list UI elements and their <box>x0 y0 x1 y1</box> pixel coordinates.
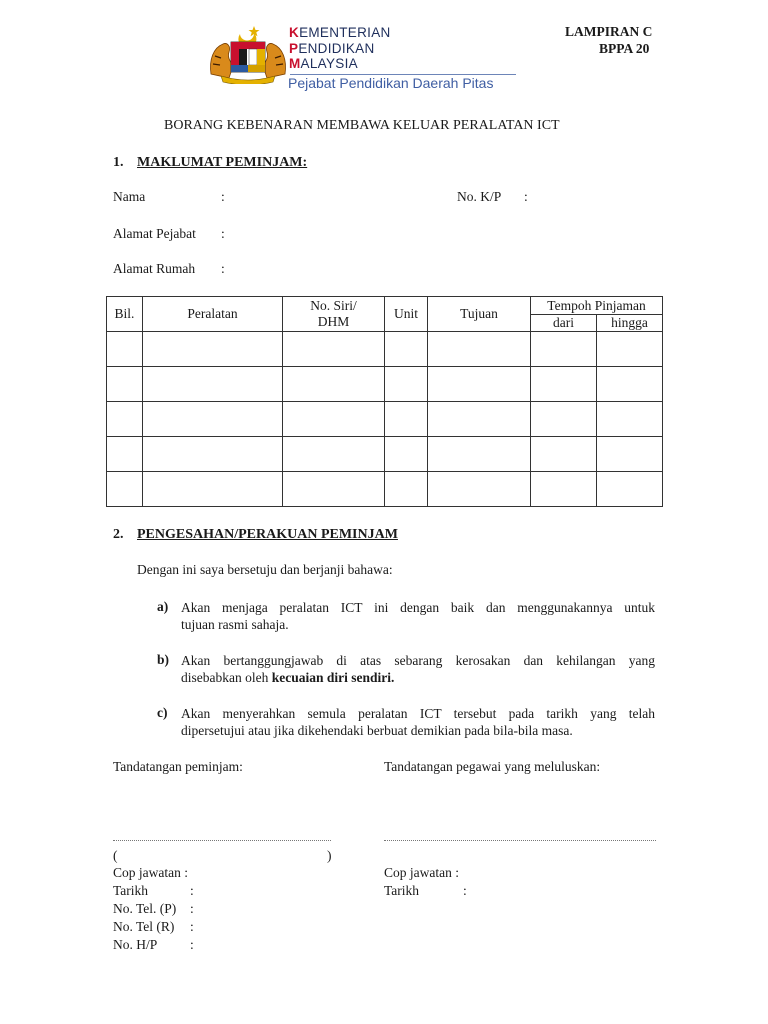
table-cell[interactable] <box>531 472 597 507</box>
table-cell[interactable] <box>107 367 143 402</box>
field-colon: : <box>190 937 194 952</box>
table-cell[interactable] <box>428 437 531 472</box>
column-header-dari: dari <box>531 315 597 332</box>
approver-cop-jawatan: Cop jawatan : <box>384 865 459 880</box>
table-row <box>107 332 663 367</box>
mobile-label: No. H/P <box>113 937 158 952</box>
table-cell[interactable] <box>531 367 597 402</box>
field-label-alamat-rumah: Alamat Rumah <box>113 261 196 276</box>
field-colon: : <box>221 189 225 204</box>
section-2-number: 2. <box>113 527 124 542</box>
table-cell[interactable] <box>107 402 143 437</box>
field-colon: : <box>221 226 225 241</box>
section-2-heading: PENGESAHAN/PERAKUAN PEMINJAM <box>137 527 398 542</box>
field-colon: : <box>463 883 467 898</box>
table-cell[interactable] <box>597 367 663 402</box>
name-paren-close: ) <box>327 848 332 863</box>
declaration-item-c: Akan menyerahkan semula peralatan ICT tersebut pada tarikh yang telah dipersetujui atau jika dikehendaki berbuat demikian pada bila-bila masa. <box>181 706 655 738</box>
table-cell[interactable] <box>143 402 283 437</box>
table-cell[interactable] <box>143 437 283 472</box>
approver-signature-label: Tandatangan pegawai yang meluluskan: <box>384 759 601 774</box>
section-1-heading: MAKLUMAT PEMINJAM: <box>137 155 308 170</box>
approver-tarikh-label: Tarikh <box>384 883 420 898</box>
table-row <box>107 472 663 507</box>
borrower-tarikh-label: Tarikh <box>113 883 149 898</box>
tel-office-label: No. Tel. (P) <box>113 901 177 916</box>
table-cell[interactable] <box>385 472 428 507</box>
borrower-signature-line <box>113 840 331 841</box>
table-cell[interactable] <box>428 402 531 437</box>
table-cell[interactable] <box>385 367 428 402</box>
section-1-number: 1. <box>113 155 124 170</box>
table-cell[interactable] <box>531 437 597 472</box>
borrower-cop-jawatan: Cop jawatan : <box>113 865 188 880</box>
table-cell[interactable] <box>597 437 663 472</box>
table-cell[interactable] <box>597 402 663 437</box>
field-label-nama: Nama <box>113 189 146 204</box>
table-row <box>107 402 663 437</box>
table-cell[interactable] <box>107 332 143 367</box>
ministry-line-1: KEMENTERIAN <box>289 25 391 40</box>
table-cell[interactable] <box>385 437 428 472</box>
table-cell[interactable] <box>143 367 283 402</box>
declaration-item-label: c) <box>157 705 168 720</box>
declaration-item-a: Akan menjaga peralatan ICT ini dengan baik dan menggunakannya untuk tujuan rasmi sahaja. <box>181 600 655 632</box>
field-label-kp: No. K/P <box>457 189 502 204</box>
column-header-tujuan: Tujuan <box>428 297 531 332</box>
table-cell[interactable] <box>283 332 385 367</box>
field-colon: : <box>190 901 194 916</box>
field-colon: : <box>190 919 194 934</box>
table-cell[interactable] <box>385 402 428 437</box>
table-cell[interactable] <box>283 402 385 437</box>
equipment-table <box>106 296 663 507</box>
table-cell[interactable] <box>428 332 531 367</box>
ministry-line-3: MALAYSIA <box>289 56 358 71</box>
table-cell[interactable] <box>143 472 283 507</box>
declaration-item-label: b) <box>157 652 170 667</box>
table-cell[interactable] <box>143 332 283 367</box>
table-cell[interactable] <box>107 437 143 472</box>
table-cell[interactable] <box>428 472 531 507</box>
column-header-peralatan: Peralatan <box>143 297 283 332</box>
approver-signature-line <box>384 840 656 841</box>
declaration-item-label: a) <box>157 599 169 614</box>
malaysia-coat-of-arms-icon <box>207 22 289 84</box>
table-cell[interactable] <box>531 402 597 437</box>
form-title: BORANG KEBENARAN MEMBAWA KELUAR PERALATAN ICT <box>164 118 560 133</box>
field-colon: : <box>524 189 528 204</box>
appendix-label: LAMPIRAN C <box>565 24 653 39</box>
table-row <box>107 367 663 402</box>
form-code: BPPA 20 <box>599 41 650 56</box>
table-cell[interactable] <box>428 367 531 402</box>
table-cell[interactable] <box>283 472 385 507</box>
table-cell[interactable] <box>531 332 597 367</box>
name-paren-open: ( <box>113 848 118 863</box>
district-office-name: Pejabat Pendidikan Daerah Pitas <box>288 75 494 91</box>
field-label-alamat-pejabat: Alamat Pejabat <box>113 226 196 241</box>
emphasis-text: kecuaian diri sendiri. <box>271 670 395 685</box>
tel-home-label: No. Tel (R) <box>113 919 175 934</box>
field-colon: : <box>221 261 225 276</box>
table-row <box>107 437 663 472</box>
column-header-no-siri: No. Siri/ DHM <box>283 297 385 332</box>
table-cell[interactable] <box>385 332 428 367</box>
table-cell[interactable] <box>597 332 663 367</box>
table-cell[interactable] <box>283 367 385 402</box>
declaration-item-b: Akan bertanggungjawab di atas sebarang kerosakan dan kehilangan yang disebabkan oleh kecuaian diri sendiri. <box>181 653 655 685</box>
column-header-unit: Unit <box>385 297 428 332</box>
column-header-tempoh-pinjaman: Tempoh Pinjaman <box>531 297 663 315</box>
field-colon: : <box>190 883 194 898</box>
ministry-line-2: PENDIDIKAN <box>289 40 375 56</box>
ministry-name <box>289 25 391 72</box>
table-cell[interactable] <box>107 472 143 507</box>
column-header-hingga: hingga <box>597 315 663 332</box>
table-cell[interactable] <box>283 437 385 472</box>
column-header-bil: Bil. <box>107 297 143 332</box>
borrower-signature-label: Tandatangan peminjam: <box>113 759 243 774</box>
table-cell[interactable] <box>597 472 663 507</box>
declaration-intro: Dengan ini saya bersetuju dan berjanji bahawa: <box>137 562 393 577</box>
